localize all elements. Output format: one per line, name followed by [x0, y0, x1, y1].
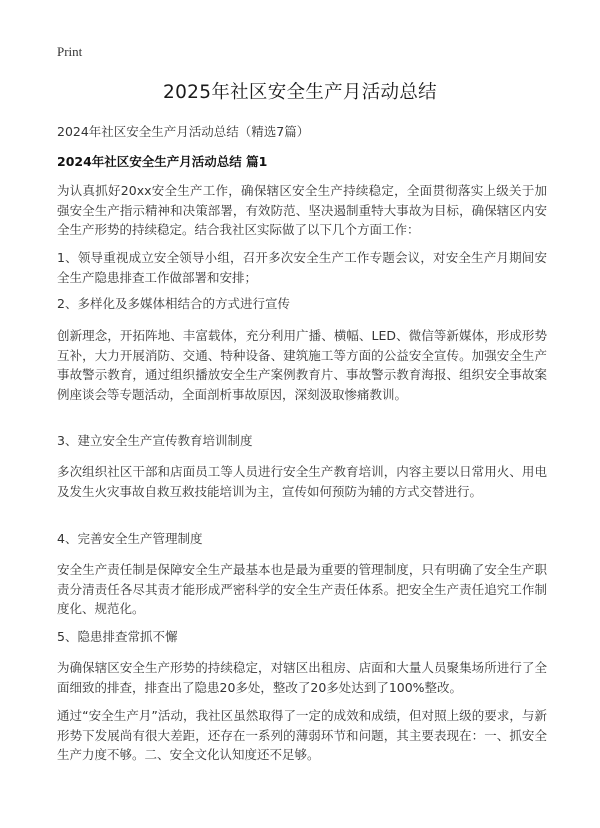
item-3-heading: 3、建立安全生产宣传教育培训制度: [57, 433, 253, 448]
summary-paragraph: 通过“安全生产月”活动，我社区虽然取得了一定的成效和成绩，但对照上级的要求，与新形势下发展尚有很大差距，还存在一系列的薄弱环节和问题，其主要表现在：一、抓安全生产力度不够。二、安全文化认知度还不足够。: [57, 708, 547, 762]
print-link[interactable]: Print: [57, 44, 83, 59]
item-4-heading: 4、完善安全生产管理制度: [57, 531, 203, 546]
item-3-body: 多次组织社区干部和店面员工等人员进行安全生产教育培训，内容主要以日常用火、用电及发生火灾事故自救互救技能培训为主，宣传如何预防为辅的方式交替进行。: [57, 464, 547, 499]
page-title: 2025年社区安全生产月活动总结: [163, 82, 437, 103]
item-5-heading: 5、隐患排查常抓不懈: [57, 629, 178, 644]
item-4-body: 安全生产责任制是保障安全生产最基本也是最为重要的管理制度，只有明确了安全生产职责分清责任各尽其责才能形成严密科学的安全生产责任体系。把安全生产责任追究工作制度化、规范化。: [57, 562, 547, 616]
item-5-body: 为确保辖区安全生产形势的持续稳定，对辖区出租房、店面和大量人员聚集场所进行了全面细致的排查，排查出了隐患20多处，整改了20多处达到了100%整改。: [57, 660, 547, 695]
document-subtitle: 2024年社区安全生产月活动总结（精选7篇）: [57, 124, 310, 139]
item-1-paragraph: 1、领导重视成立安全领导小组，召开多次安全生产工作专题会议，对安全生产月期间安全生产隐患排查工作做部署和安排；: [57, 250, 547, 285]
section-heading: 2024年社区安全生产月活动总结 篇1: [57, 154, 268, 169]
intro-paragraph: 为认真抓好20xx安全生产工作，确保辖区安全生产持续稳定，全面贯彻落实上级关于加强安全生产指示精神和决策部署，有效防范、坚决遏制重特大事故为目标，确保辖区内安全生产形势的持续稳定。结合我社区实际做了以下几个方面工作：: [57, 183, 547, 237]
item-2-heading: 2、多样化及多媒体相结合的方式进行宣传: [57, 296, 290, 311]
item-2-body: 创新理念，开拓阵地、丰富载体，充分利用广播、横幅、LED、微信等新媒体，形成形势互补，大力开展消防、交通、特种设备、建筑施工等方面的公益安全宣传。加强安全生产事故警示教育，通过组织播放安全生产案例教育片、事故警示教育海报、组织安全事故案例座谈会等专题活动，全面剖析事故原因，深刻汲取惨痛教训。: [57, 328, 547, 402]
